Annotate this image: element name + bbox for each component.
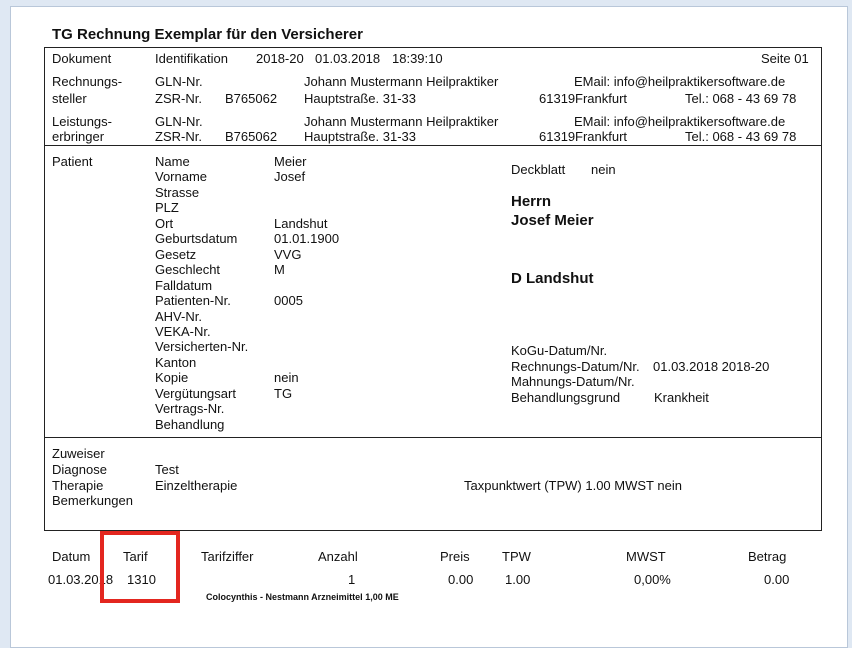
provider-email: EMail: info@heilpraktikersoftware.de [574, 74, 786, 89]
patient-field-label: Vergütungsart [155, 386, 236, 401]
performer-label-1: Leistungs- [52, 114, 112, 129]
zuweiser-label: Zuweiser [52, 446, 105, 461]
box-left-border [44, 47, 45, 531]
box-top-border [44, 47, 822, 48]
patient-field-label: Versicherten-Nr. [155, 339, 249, 354]
header-tpw: TPW [502, 549, 531, 564]
address-salutation: Herrn [511, 193, 552, 210]
divider-header [44, 145, 822, 146]
patient-field-label: Geburtsdatum [155, 231, 238, 246]
provider-tel: Tel.: 068 - 43 69 78 [685, 91, 797, 106]
row-description: Colocynthis - Nestmann Arzneimittel 1,00 ME [206, 592, 399, 602]
invoice-page [10, 6, 848, 648]
performer-gln-label: GLN-Nr. [155, 114, 203, 129]
deckblatt-value: nein [591, 162, 616, 177]
tarif-highlight-box [100, 531, 180, 603]
patient-field-value: Meier [274, 154, 307, 169]
patient-field-label: Strasse [155, 185, 200, 200]
provider-city: Frankfurt [575, 91, 628, 106]
provider-street: Hauptstraße. 31-33 [304, 91, 417, 106]
therapie-value: Einzeltherapie [155, 478, 238, 493]
row-tarif: 1310 [127, 572, 156, 587]
box-right-border [821, 47, 822, 531]
document-label: Dokument [52, 51, 112, 66]
patient-field-value: 0005 [274, 293, 303, 308]
therapie-label: Therapie [52, 478, 104, 493]
grund-value: Krankheit [654, 390, 709, 405]
document-date: 01.03.2018 [315, 51, 381, 66]
patient-field-label: Gesetz [155, 247, 197, 262]
patient-field-label: PLZ [155, 200, 179, 215]
provider-zsr-label: ZSR-Nr. [155, 91, 202, 106]
patient-field-label: AHV-Nr. [155, 309, 202, 324]
header-mwst: MWST [626, 549, 666, 564]
patient-field-label: Vertrags-Nr. [155, 401, 225, 416]
patient-field-label: Vorname [155, 169, 208, 184]
performer-tel: Tel.: 068 - 43 69 78 [685, 129, 797, 144]
patient-field-value: nein [274, 370, 299, 385]
provider-label-1: Rechnungs- [52, 74, 123, 89]
performer-email: EMail: info@heilpraktikersoftware.de [574, 114, 786, 129]
document-time: 18:39:10 [392, 51, 443, 66]
patient-field-label: Kanton [155, 355, 197, 370]
header-tarif: Tarif [123, 549, 148, 564]
patient-field-label: Kopie [155, 370, 189, 385]
patient-field-label: Name [155, 154, 190, 169]
provider-gln-label: GLN-Nr. [155, 74, 203, 89]
row-tpw: 1.00 [505, 572, 531, 587]
patient-field-label: Ort [155, 216, 174, 231]
row-preis: 0.00 [448, 572, 474, 587]
grund-label: Behandlungsgrund [511, 390, 621, 405]
performer-name: Johann Mustermann Heilpraktiker [304, 114, 499, 129]
header-tarifziffer: Tarifziffer [201, 549, 254, 564]
row-mwst: 0,00% [634, 572, 671, 587]
rechnung-value: 01.03.2018 2018-20 [653, 359, 770, 374]
patient-field-value: 01.01.1900 [274, 231, 340, 246]
performer-zsr-value: B765062 [225, 129, 278, 144]
patient-field-value: Landshut [274, 216, 328, 231]
patient-section-label: Patient [52, 154, 93, 169]
provider-name: Johann Mustermann Heilpraktiker [304, 74, 499, 89]
patient-field-label: Geschlecht [155, 262, 221, 277]
header-preis: Preis [440, 549, 470, 564]
row-datum: 01.03.2018 [48, 572, 114, 587]
kogu-label: KoGu-Datum/Nr. [511, 343, 608, 358]
provider-zsr-value: B765062 [225, 91, 278, 106]
diagnose-value: Test [155, 462, 179, 477]
address-name: Josef Meier [511, 212, 594, 229]
performer-zip: 61319 [539, 129, 576, 144]
performer-label-2: erbringer [52, 129, 105, 144]
header-datum: Datum [52, 549, 91, 564]
deckblatt-label: Deckblatt [511, 162, 566, 177]
taxpunkt-text: Taxpunktwert (TPW) 1.00 MWST nein [464, 478, 682, 493]
provider-zip: 61319 [539, 91, 576, 106]
mahnung-label: Mahnungs-Datum/Nr. [511, 374, 635, 389]
divider-patient [44, 437, 822, 438]
patient-field-label: Patienten-Nr. [155, 293, 231, 308]
identification-label: Identifikation [155, 51, 228, 66]
patient-field-value: TG [274, 386, 293, 401]
performer-street: Hauptstraße. 31-33 [304, 129, 417, 144]
patient-field-value: M [274, 262, 285, 277]
identification-value: 2018-20 [256, 51, 304, 66]
performer-city: Frankfurt [575, 129, 628, 144]
patient-field-label: Falldatum [155, 278, 213, 293]
rechnung-label: Rechnungs-Datum/Nr. [511, 359, 640, 374]
provider-label-2: steller [52, 91, 87, 106]
row-anzahl: 1 [348, 572, 356, 587]
invoice-title: TG Rechnung Exemplar für den Versicherer [52, 26, 363, 43]
patient-field-label: Behandlung [155, 417, 225, 432]
bemerkungen-label: Bemerkungen [52, 493, 133, 508]
page-number: Seite 01 [761, 51, 809, 66]
header-betrag: Betrag [748, 549, 787, 564]
header-anzahl: Anzahl [318, 549, 358, 564]
address-city: D Landshut [511, 270, 594, 287]
patient-field-value: Josef [274, 169, 306, 184]
row-betrag: 0.00 [764, 572, 790, 587]
performer-zsr-label: ZSR-Nr. [155, 129, 202, 144]
patient-field-value: VVG [274, 247, 302, 262]
patient-field-label: VEKA-Nr. [155, 324, 211, 339]
diagnose-label: Diagnose [52, 462, 107, 477]
